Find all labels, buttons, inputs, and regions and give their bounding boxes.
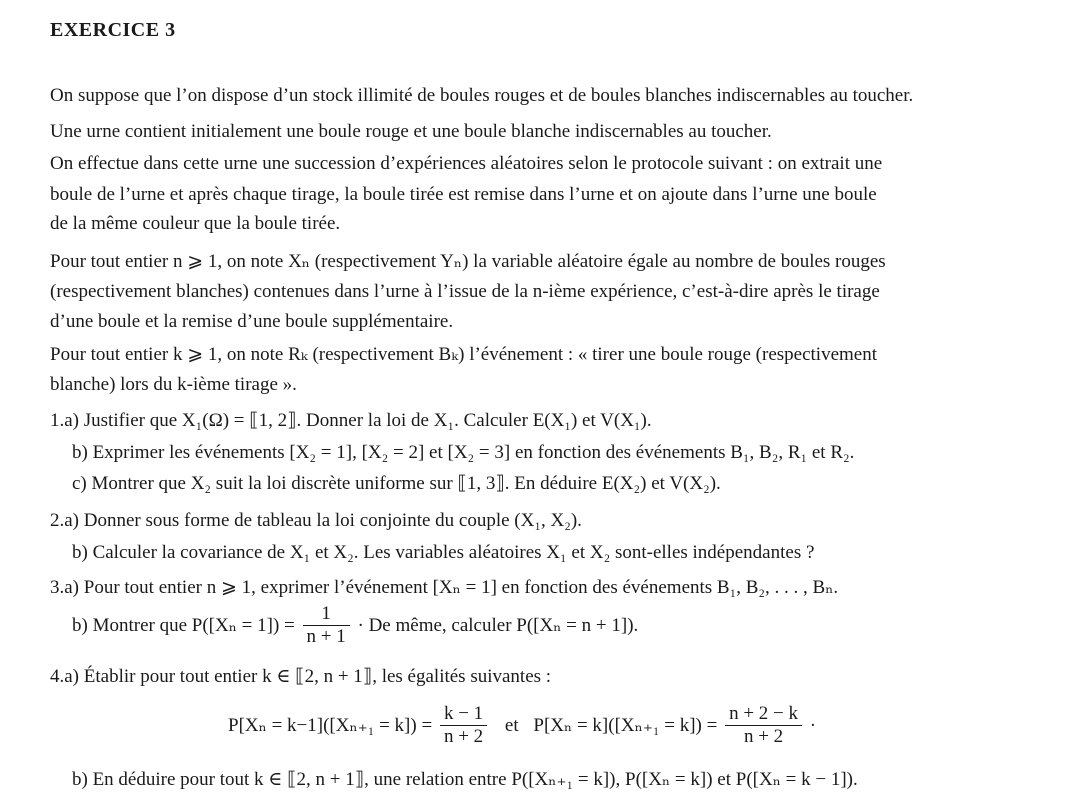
paragraph-stock: On suppose que l’on dispose d’un stock illimité de boules rouges et de boules blanches indiscernables au toucher. (50, 85, 914, 106)
formula-1-left: P[Xₙ = k−1]([Xₙ₊₁ = k]) = (228, 714, 433, 736)
formula-end-dot: · (809, 714, 817, 736)
formula-2-left: P[Xₙ = k]([Xₙ₊₁ = k]) = (533, 714, 718, 736)
question-2b: b) Calculer la covariance de X₁ et X₂. Les variables aléatoires X₁ et X₂ sont-elles indépendantes ? (72, 542, 815, 563)
fraction-denominator: n + 2 (743, 726, 784, 747)
question-1a: 1.a) Justifier que X₁(Ω) = ⟦1, 2⟧. Donner la loi de X₁. Calculer E(X₁) et V(X₁). (50, 410, 652, 431)
question-3b-text: b) Montrer que P([Xₙ = 1]) = (72, 614, 295, 636)
paragraph-protocol-line-1: On effectue dans cette urne une succession d’expériences aléatoires selon le protocole suivant : on extrait une (50, 153, 883, 174)
question-4b: b) En déduire pour tout k ∈ ⟦2, n + 1⟧, une relation entre P([Xₙ₊₁ = k]), P([Xₙ = k]) et P([Xₙ = k − 1]). (72, 769, 858, 790)
fraction-denominator: n + 2 (443, 726, 484, 747)
paragraph-protocol-line-3: de la même couleur que la boule tirée. (50, 213, 341, 234)
paragraph-variables-line-1: Pour tout entier n ⩾ 1, on note Xₙ (respectivement Yₙ) la variable aléatoire égale au nombre de boules rouges (50, 251, 886, 272)
fraction-numerator: k − 1 (440, 703, 487, 726)
fraction-numerator: 1 (303, 603, 350, 626)
paragraph-events-line-2: blanche) lors du k-ième tirage ». (50, 374, 297, 395)
question-4a: 4.a) Établir pour tout entier k ∈ ⟦2, n + 1⟧, les égalités suivantes : (50, 666, 552, 687)
question-1c: c) Montrer que X₂ suit la loi discrète uniforme sur ⟦1, 3⟧. En déduire E(X₂) et V(X₂). (72, 473, 721, 494)
question-1b: b) Exprimer les événements [X₂ = 1], [X₂ = 2] et [X₂ = 3] en fonction des événements B₁, B₂, R₁ et R₂. (72, 442, 855, 463)
formula-1-fraction (440, 703, 487, 748)
question-2a: 2.a) Donner sous forme de tableau la loi conjointe du couple (X₁, X₂). (50, 510, 582, 531)
fraction-numerator: n + 2 − k (725, 703, 802, 726)
question-3b-fraction (303, 603, 350, 648)
exercise-title: EXERCICE 3 (50, 19, 176, 41)
formula-2-fraction (725, 703, 802, 748)
paragraph-urn: Une urne contient initialement une boule rouge et une boule blanche indiscernables au toucher. (50, 121, 772, 142)
question-3a: 3.a) Pour tout entier n ⩾ 1, exprimer l’événement [Xₙ = 1] en fonction des événements B₁, B₂, . . . , Bₙ. (50, 577, 839, 598)
fraction-denominator: n + 1 (306, 626, 346, 647)
paragraph-variables-line-3: d’une boule et la remise d’une boule supplémentaire. (50, 311, 454, 332)
paragraph-variables-line-2: (respectivement blanches) contenues dans l’urne à l’issue de la n-ième expérience, c’est-à-dire après le tirage (50, 281, 880, 302)
question-3b-continuation: · De même, calculer P([Xₙ = n + 1]). (357, 614, 639, 636)
paragraph-protocol-line-2: boule de l’urne et après chaque tirage, la boule tirée est remise dans l’urne et on ajoute dans l’urne une boule (50, 184, 877, 205)
question-4a-formula (228, 703, 816, 759)
formula-connector: et (504, 714, 519, 736)
question-3b (72, 603, 638, 655)
paragraph-events-line-1: Pour tout entier k ⩾ 1, on note Rₖ (respectivement Bₖ) l’événement : « tirer une boule rouge (respectivement (50, 344, 878, 365)
